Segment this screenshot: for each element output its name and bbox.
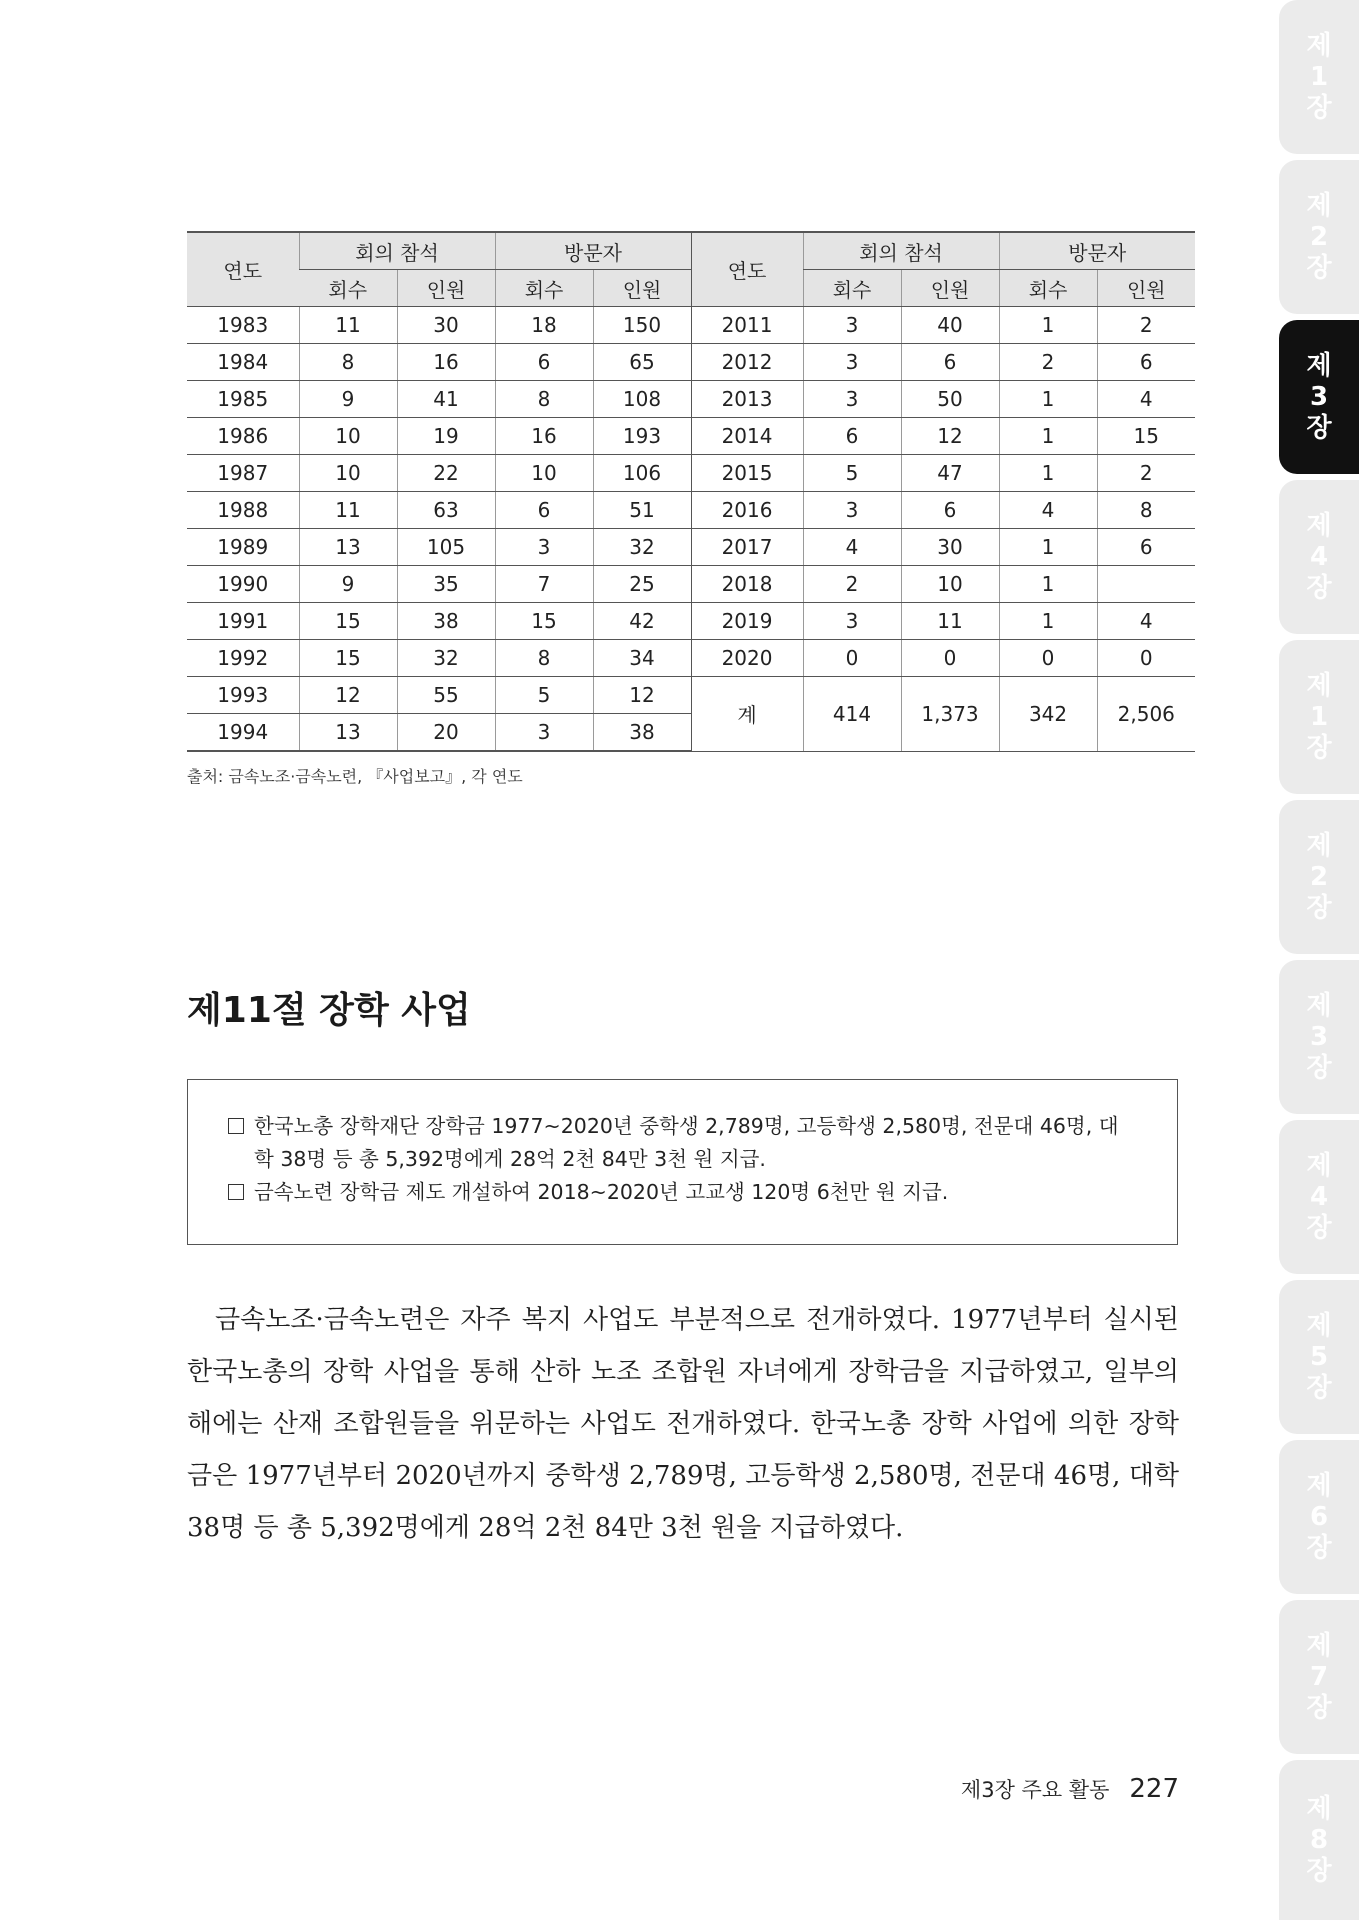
cell: 1 [999, 566, 1097, 603]
cell-year: 1987 [187, 455, 299, 492]
cell: 6 [495, 344, 593, 381]
table-row [187, 529, 1195, 566]
cell: 10 [299, 455, 397, 492]
cell: 8 [495, 381, 593, 418]
tab-char: 3 [1309, 1021, 1329, 1052]
cell-year: 2015 [691, 455, 803, 492]
cell: 11 [901, 603, 999, 640]
cell: 8 [1097, 492, 1195, 529]
cell: 6 [901, 492, 999, 529]
cell: 3 [803, 381, 901, 418]
tab-char: 제 [1306, 510, 1332, 541]
chapter-tab[interactable] [1279, 1760, 1359, 1920]
cell: 65 [593, 344, 691, 381]
subheader-people: 인원 [593, 270, 691, 307]
cell: 32 [593, 529, 691, 566]
total-label: 계 [691, 677, 803, 752]
cell: 3 [495, 714, 593, 752]
cell: 38 [397, 603, 495, 640]
tab-char: 장 [1306, 572, 1332, 603]
table-row [187, 307, 1195, 344]
cell-year: 1986 [187, 418, 299, 455]
total-meeting-people: 1,373 [901, 677, 999, 752]
section-heading: 제11절 장학 사업 [187, 990, 471, 1031]
summary-text: 금속노련 장학금 제도 개설하여 2018~2020년 고교생 120명 6천만 원 지급. [254, 1180, 949, 1204]
cell: 13 [299, 529, 397, 566]
cell: 105 [397, 529, 495, 566]
tab-char: 8 [1309, 1824, 1329, 1855]
cell-year: 2019 [691, 603, 803, 640]
cell: 12 [901, 418, 999, 455]
table-row [187, 492, 1195, 529]
chapter-tab[interactable] [1279, 1280, 1359, 1434]
cell: 50 [901, 381, 999, 418]
cell: 8 [299, 344, 397, 381]
cell: 30 [901, 529, 999, 566]
summary-item [228, 1176, 1137, 1209]
tab-char: 장 [1306, 252, 1332, 283]
cell: 32 [397, 640, 495, 677]
tab-char: 제 [1306, 350, 1332, 381]
tab-char: 장 [1306, 892, 1332, 923]
cell-year: 2013 [691, 381, 803, 418]
header-visitor-right: 방문자 [999, 232, 1195, 270]
chapter-tabs [1279, 0, 1359, 1920]
cell: 12 [299, 677, 397, 714]
summary-text: 한국노총 장학재단 장학금 1977~2020년 중학생 2,789명, 고등학생 2,580명, 전문대 46명, 대학 38명 등 총 5,392명에게 28억 2천 84만 3천 원 지급. [254, 1114, 1119, 1171]
cell: 10 [901, 566, 999, 603]
checkbox-icon [228, 1118, 244, 1134]
cell: 6 [1097, 529, 1195, 566]
cell: 1 [999, 455, 1097, 492]
tab-char: 제 [1306, 190, 1332, 221]
body-paragraph: 금속노조·금속노련은 자주 복지 사업도 부분적으로 전개하였다. 1977년부터 실시된 한국노총의 장학 사업을 통해 산하 노조 조합원 자녀에게 장학금을 지급하였고, 일부의 해에는 산재 조합원들을 위문하는 사업도 전개하였다. 한국노총 장학 사업에 의한 장학금은 1977년부터 2020년까지 중학생 2,789명, 고등학생 2,580명, 전문대 46명, 대학 38명 등 총 5,392명에게 28억 2천 84만 3천 원을 지급하였다. [187, 1305, 1179, 1543]
cell: 20 [397, 714, 495, 752]
cell: 4 [1097, 381, 1195, 418]
tab-char: 제 [1306, 1310, 1332, 1341]
cell: 5 [803, 455, 901, 492]
cell: 1 [999, 603, 1097, 640]
tab-char: 제 [1306, 990, 1332, 1021]
cell: 41 [397, 381, 495, 418]
cell: 51 [593, 492, 691, 529]
tab-char: 제 [1306, 1150, 1332, 1181]
tab-char: 4 [1309, 541, 1329, 572]
cell-year: 2014 [691, 418, 803, 455]
cell: 8 [495, 640, 593, 677]
cell: 55 [397, 677, 495, 714]
cell: 12 [593, 677, 691, 714]
cell: 10 [495, 455, 593, 492]
tab-char: 장 [1306, 1212, 1332, 1243]
page-number: 227 [1129, 1774, 1179, 1804]
cell: 15 [299, 640, 397, 677]
cell: 3 [803, 603, 901, 640]
header-visitor-left: 방문자 [495, 232, 691, 270]
cell-year: 2017 [691, 529, 803, 566]
subheader-people: 인원 [901, 270, 999, 307]
cell-year: 1993 [187, 677, 299, 714]
tab-char: 6 [1309, 1501, 1329, 1532]
chapter-tab-active[interactable] [1279, 320, 1359, 474]
tab-char: 2 [1309, 861, 1329, 892]
cell: 4 [803, 529, 901, 566]
cell-year: 1984 [187, 344, 299, 381]
cell: 6 [495, 492, 593, 529]
tab-char: 장 [1306, 732, 1332, 763]
tab-char: 4 [1309, 1181, 1329, 1212]
chapter-tab[interactable] [1279, 1440, 1359, 1594]
summary-item [228, 1110, 1137, 1176]
cell-year: 1990 [187, 566, 299, 603]
tab-char: 장 [1306, 1052, 1332, 1083]
cell: 22 [397, 455, 495, 492]
cell: 7 [495, 566, 593, 603]
subheader-count: 회수 [999, 270, 1097, 307]
header-year-left: 연도 [187, 232, 299, 307]
total-meeting-count: 414 [803, 677, 901, 752]
cell-year: 1983 [187, 307, 299, 344]
table-row [187, 381, 1195, 418]
cell: 63 [397, 492, 495, 529]
cell: 6 [1097, 344, 1195, 381]
cell: 15 [299, 603, 397, 640]
subheader-count: 회수 [495, 270, 593, 307]
tab-char: 2 [1309, 221, 1329, 252]
cell: 150 [593, 307, 691, 344]
cell-year: 1988 [187, 492, 299, 529]
chapter-tab[interactable] [1279, 1120, 1359, 1274]
tab-char: 제 [1306, 830, 1332, 861]
cell: 0 [803, 640, 901, 677]
chapter-tab[interactable] [1279, 480, 1359, 634]
tab-char: 3 [1309, 381, 1329, 412]
checkbox-icon [228, 1184, 244, 1200]
cell: 193 [593, 418, 691, 455]
cell: 15 [1097, 418, 1195, 455]
cell-year: 2011 [691, 307, 803, 344]
cell: 11 [299, 307, 397, 344]
cell: 0 [1097, 640, 1195, 677]
subheader-count: 회수 [299, 270, 397, 307]
cell: 3 [803, 492, 901, 529]
cell: 1 [999, 418, 1097, 455]
table-row [187, 566, 1195, 603]
cell-year: 1985 [187, 381, 299, 418]
cell: 5 [495, 677, 593, 714]
table-row [187, 640, 1195, 677]
tab-char: 7 [1309, 1661, 1329, 1692]
chapter-tab[interactable] [1279, 640, 1359, 794]
header-meeting-right: 회의 참석 [803, 232, 999, 270]
cell: 0 [901, 640, 999, 677]
cell: 3 [495, 529, 593, 566]
cell-year: 2020 [691, 640, 803, 677]
chapter-tab[interactable] [1279, 1600, 1359, 1754]
cell: 16 [495, 418, 593, 455]
table-row [187, 603, 1195, 640]
header-year-right: 연도 [691, 232, 803, 307]
cell: 2 [1097, 307, 1195, 344]
cell-year: 2016 [691, 492, 803, 529]
tab-char: 장 [1306, 1692, 1332, 1723]
cell: 2 [999, 344, 1097, 381]
cell: 19 [397, 418, 495, 455]
cell: 2 [1097, 455, 1195, 492]
tab-char: 제 [1306, 30, 1332, 61]
cell: 35 [397, 566, 495, 603]
cell: 3 [803, 344, 901, 381]
tab-char: 장 [1306, 1855, 1332, 1886]
cell: 9 [299, 566, 397, 603]
cell: 34 [593, 640, 691, 677]
tab-char: 제 [1306, 1793, 1332, 1824]
cell: 42 [593, 603, 691, 640]
page-footer [961, 1774, 1179, 1804]
cell: 47 [901, 455, 999, 492]
cell-year: 1991 [187, 603, 299, 640]
cell: 3 [803, 307, 901, 344]
chapter-tab[interactable] [1279, 800, 1359, 954]
subheader-people: 인원 [1097, 270, 1195, 307]
tab-char: 장 [1306, 1532, 1332, 1563]
tab-char: 장 [1306, 92, 1332, 123]
cell: 6 [803, 418, 901, 455]
cell-year: 2012 [691, 344, 803, 381]
cell: 40 [901, 307, 999, 344]
cell: 11 [299, 492, 397, 529]
tab-char: 장 [1306, 1372, 1332, 1403]
cell-year: 1992 [187, 640, 299, 677]
cell: 1 [999, 307, 1097, 344]
cell: 106 [593, 455, 691, 492]
tab-char: 제 [1306, 670, 1332, 701]
cell-year: 2018 [691, 566, 803, 603]
cell: 15 [495, 603, 593, 640]
cell: 108 [593, 381, 691, 418]
table-row [187, 455, 1195, 492]
cell: 0 [999, 640, 1097, 677]
cell: 18 [495, 307, 593, 344]
cell: 16 [397, 344, 495, 381]
tab-char: 장 [1306, 412, 1332, 443]
cell: 4 [999, 492, 1097, 529]
cell: 9 [299, 381, 397, 418]
cell: 30 [397, 307, 495, 344]
chapter-tab[interactable] [1279, 160, 1359, 314]
subheader-people: 인원 [397, 270, 495, 307]
footer-chapter: 제3장 주요 활동 [960, 1778, 1110, 1802]
total-visitor-people: 2,506 [1097, 677, 1195, 752]
cell-year: 1989 [187, 529, 299, 566]
cell [1097, 566, 1195, 603]
cell-year: 1994 [187, 714, 299, 752]
subheader-count: 회수 [803, 270, 901, 307]
statistics-table [187, 231, 1195, 752]
total-visitor-count: 342 [999, 677, 1097, 752]
cell: 10 [299, 418, 397, 455]
tab-char: 1 [1309, 61, 1329, 92]
summary-box [187, 1079, 1178, 1245]
cell: 1 [999, 529, 1097, 566]
cell: 4 [1097, 603, 1195, 640]
cell: 1 [999, 381, 1097, 418]
table-row [187, 418, 1195, 455]
table-row [187, 344, 1195, 381]
source-note: 출처: 금속노조·금속노련, 『사업보고』, 각 연도 [187, 767, 523, 786]
cell: 2 [803, 566, 901, 603]
table-row [187, 677, 1195, 714]
tab-char: 제 [1306, 1470, 1332, 1501]
header-meeting-left: 회의 참석 [299, 232, 495, 270]
tab-char: 5 [1309, 1341, 1329, 1372]
cell: 38 [593, 714, 691, 752]
chapter-tab[interactable] [1279, 960, 1359, 1114]
cell: 6 [901, 344, 999, 381]
cell: 13 [299, 714, 397, 752]
chapter-tab[interactable] [1279, 0, 1359, 154]
cell: 25 [593, 566, 691, 603]
tab-char: 제 [1306, 1630, 1332, 1661]
tab-char: 1 [1309, 701, 1329, 732]
